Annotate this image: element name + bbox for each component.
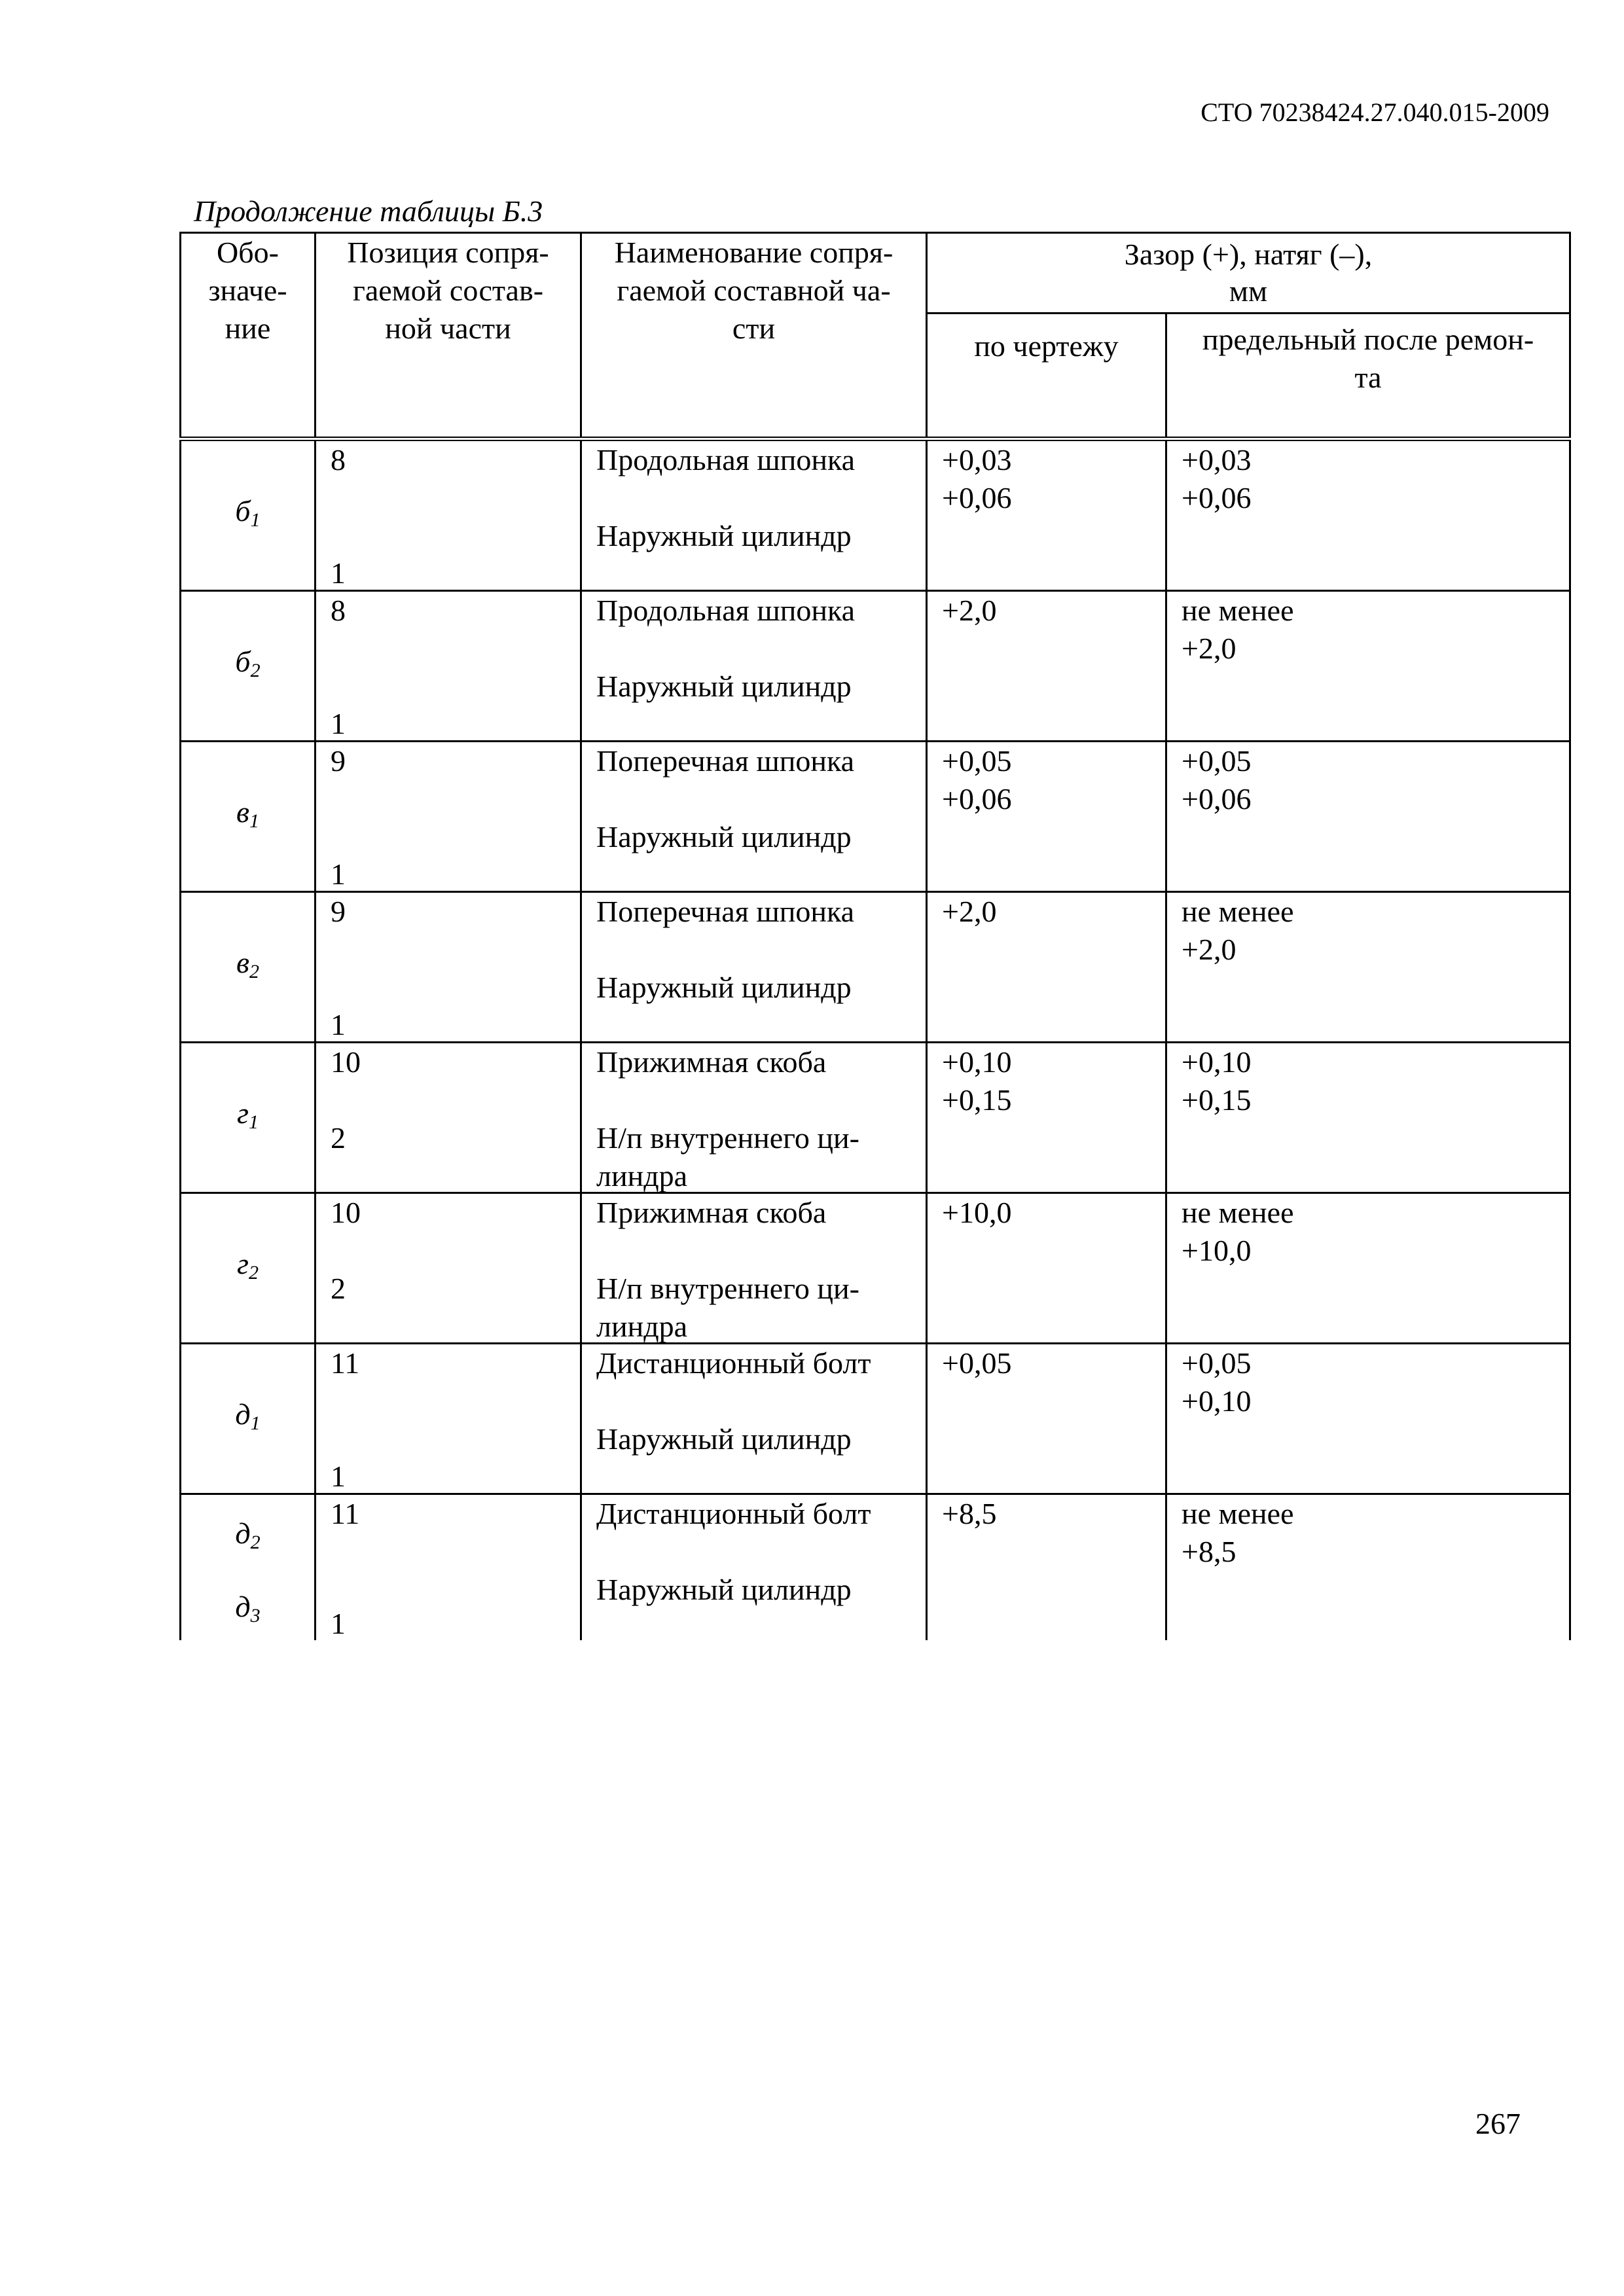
by-drawing-cell: +0,03 +0,06 — [927, 439, 1166, 591]
position-cell: 11 1 — [316, 1494, 581, 1641]
by-drawing-cell: +0,10 +0,15 — [927, 1043, 1166, 1193]
table-row — [181, 1193, 1570, 1344]
by-drawing-cell: +0,05 — [927, 1344, 1166, 1494]
table-row — [181, 1344, 1570, 1494]
table-row — [181, 742, 1570, 892]
limit-cell: +0,05 +0,10 — [1166, 1344, 1570, 1494]
name-cell: Дистанционный болт Наружный цилиндр — [581, 1494, 927, 1641]
position-cell: 9 1 — [316, 742, 581, 892]
limit-cell: не менее +2,0 — [1166, 892, 1570, 1043]
limit-cell: не менее +10,0 — [1166, 1193, 1570, 1344]
page-number: 267 — [1475, 2107, 1521, 2140]
limit-cell: +0,05 +0,06 — [1166, 742, 1570, 892]
name-cell: Прижимная скоба Н/п внутреннего ци-линдра — [581, 1193, 927, 1344]
header-designation: Обо- значе- ние — [181, 233, 316, 439]
by-drawing-cell: +2,0 — [927, 892, 1166, 1043]
designation-cell: $б_2$ — [181, 591, 316, 742]
designation-cell: $г_1$ — [181, 1043, 316, 1193]
designation-cell: $д_1$ — [181, 1344, 316, 1494]
name-cell: Поперечная шпонка Наружный цилиндр — [581, 742, 927, 892]
table-row — [181, 892, 1570, 1043]
document-code: СТО 70238424.27.040.015-2009 — [1200, 98, 1549, 127]
table-row — [181, 591, 1570, 742]
name-cell: Продольная шпонка Наружный цилиндр — [581, 591, 927, 742]
table-body — [181, 439, 1570, 1641]
position-cell: 10 2 — [316, 1043, 581, 1193]
table-row — [181, 1043, 1570, 1193]
by-drawing-cell: +0,05 +0,06 — [927, 742, 1166, 892]
position-cell: 11 1 — [316, 1344, 581, 1494]
name-cell: Прижимная скоба Н/п внутреннего ци-линдра — [581, 1043, 927, 1193]
designation-cell: $в_2$ — [181, 892, 316, 1043]
by-drawing-cell: +10,0 — [927, 1193, 1166, 1344]
table-caption: Продолжение таблицы Б.3 — [194, 194, 543, 228]
table-row — [181, 439, 1570, 591]
designation-cell: $д_2$ $д_3$ — [181, 1494, 316, 1641]
designation-cell: $б_1$ — [181, 439, 316, 591]
position-cell: 10 2 — [316, 1193, 581, 1344]
limit-cell: не менее +2,0 — [1166, 591, 1570, 742]
designation-cell: $г_2$ — [181, 1193, 316, 1344]
header-gap-group: Зазор (+), натяг (–), мм — [927, 233, 1570, 314]
name-cell: Поперечная шпонка Наружный цилиндр — [581, 892, 927, 1043]
table-b3 — [179, 232, 1571, 1640]
header-position: Позиция сопря- гаемой состав- ной части — [316, 233, 581, 439]
header-by-drawing: по чертежу — [927, 314, 1166, 439]
position-cell: 8 1 — [316, 591, 581, 742]
position-cell: 9 1 — [316, 892, 581, 1043]
by-drawing-cell: +8,5 — [927, 1494, 1166, 1641]
limit-cell: не менее +8,5 — [1166, 1494, 1570, 1641]
limit-cell: +0,10 +0,15 — [1166, 1043, 1570, 1193]
limit-cell: +0,03 +0,06 — [1166, 439, 1570, 591]
by-drawing-cell: +2,0 — [927, 591, 1166, 742]
name-cell: Дистанционный болт Наружный цилиндр — [581, 1344, 927, 1494]
header-name: Наименование сопря- гаемой составной ча- сти — [581, 233, 927, 439]
designation-cell: $в_1$ — [181, 742, 316, 892]
name-cell: Продольная шпонка Наружный цилиндр — [581, 439, 927, 591]
position-cell: 8 1 — [316, 439, 581, 591]
header-limit-after-repair: предельный после ремон- та — [1166, 314, 1570, 439]
table-row — [181, 1494, 1570, 1641]
